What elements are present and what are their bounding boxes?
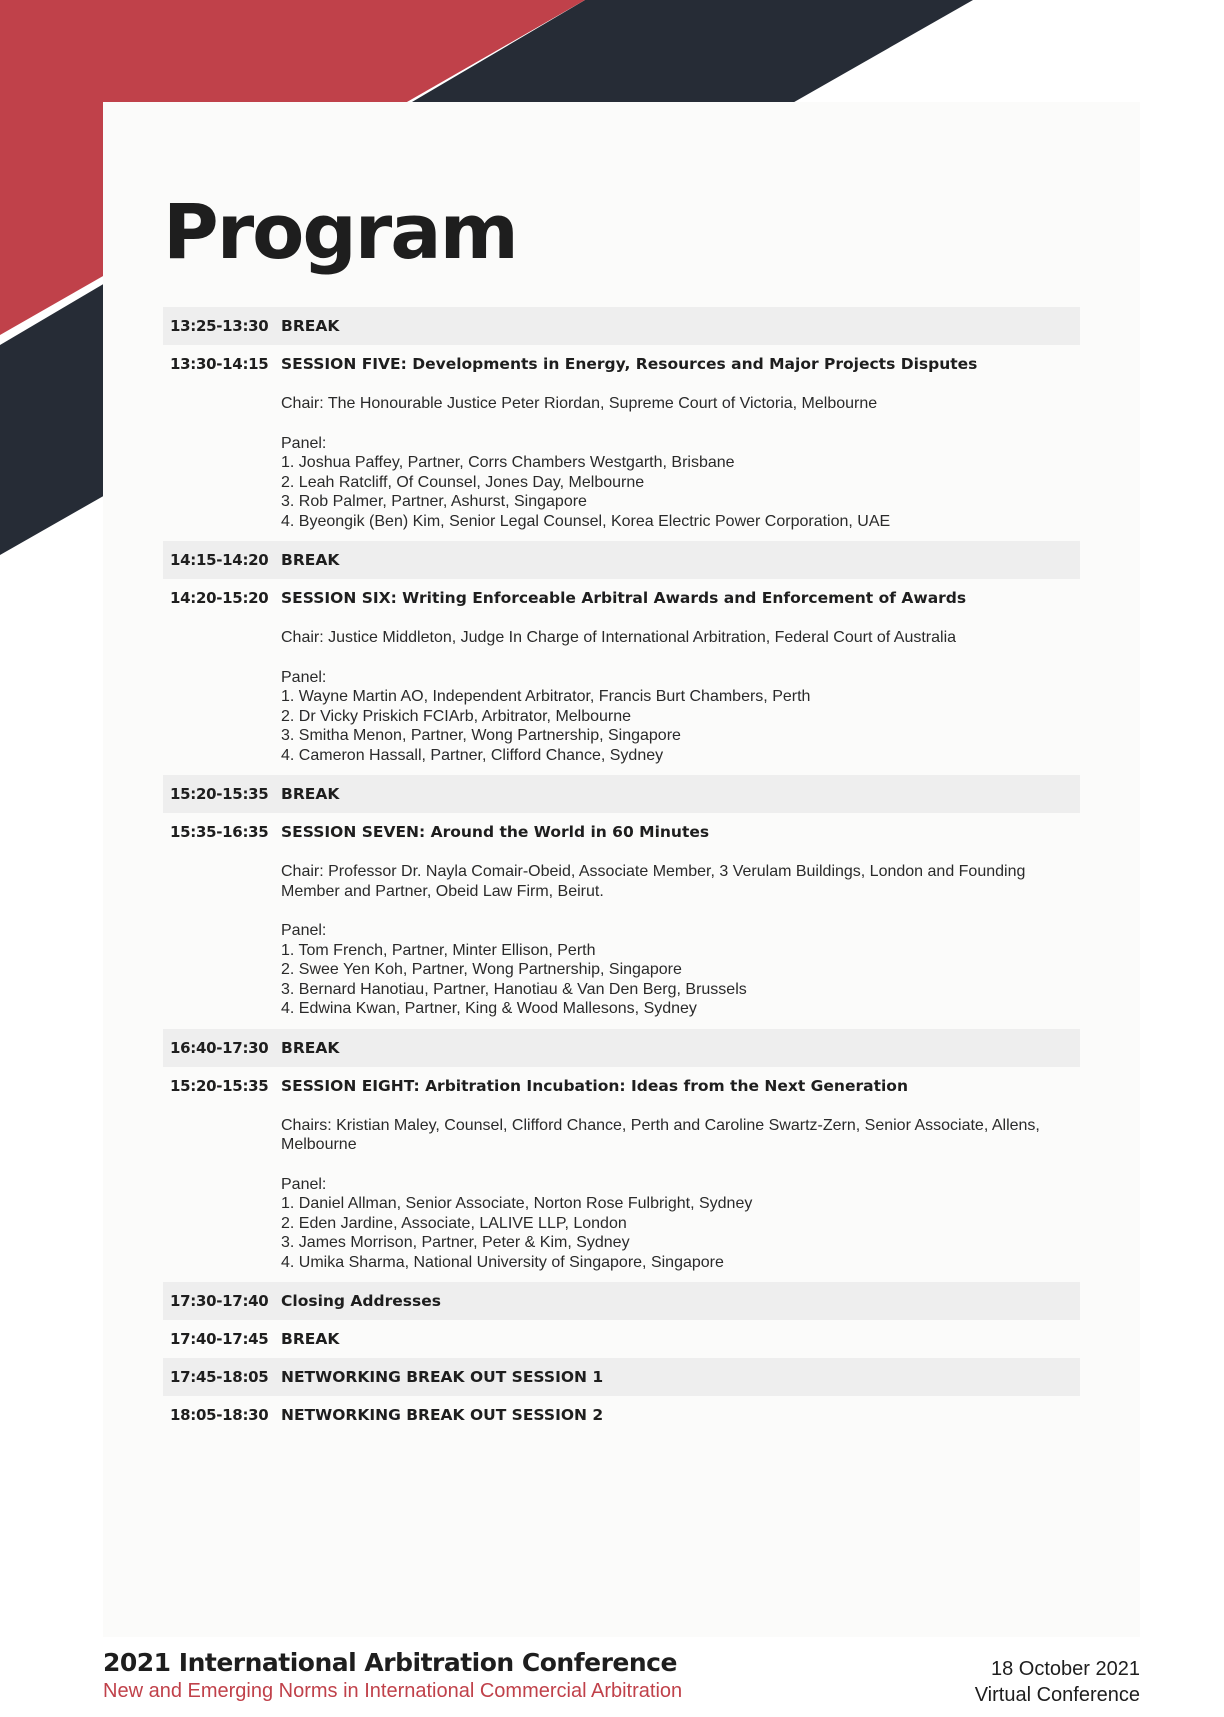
time-slot: 15:20-15:35 [170,785,269,803]
page-title: Program [163,187,517,276]
time-slot: 18:05-18:30 [170,1406,269,1424]
time-slot: 15:20-15:35 [170,1076,269,1095]
item-title: BREAK [281,785,340,803]
panel-list [281,434,1080,532]
item-title: Closing Addresses [281,1292,441,1310]
item-title: BREAK [281,1038,340,1057]
schedule-row [163,1282,1080,1320]
schedule-row [163,1320,1080,1358]
item-title: BREAK [281,317,340,335]
time-slot: 17:45-18:05 [170,1368,269,1386]
panel-member: 1. Tom French, Partner, Minter Ellison, Perth [281,941,596,959]
footer-format: Virtual Conference [974,1684,1140,1706]
footer-date: 18 October 2021 [991,1658,1140,1680]
time-slot: 16:40-17:30 [170,1038,269,1057]
panel-label: Panel: [281,1175,327,1193]
program-panel [103,102,1140,1637]
panel-member: 2. Leah Ratcliff, Of Counsel, Jones Day, Melbourne [281,473,645,491]
panel-list [281,668,1080,766]
time-slot: 14:15-14:20 [170,551,269,569]
session-title: SESSION SEVEN: Around the World in 60 Minutes [281,823,710,841]
footer-subtitle: New and Emerging Norms in International Commercial Arbitration [103,1680,683,1702]
panel-member: 4. Byeongik (Ben) Kim, Senior Legal Counsel, Korea Electric Power Corporation, UAE [281,512,891,530]
item-title: NETWORKING BREAK OUT SESSION 1 [281,1368,604,1386]
session-chair: Chair: Justice Middleton, Judge In Charge of International Arbitration, Federal Court of Australia [281,629,957,646]
footer-conference-info [103,1648,682,1704]
schedule-table [163,307,1080,1434]
panel-member: 4. Edwina Kwan, Partner, King & Wood Mallesons, Sydney [281,1000,697,1017]
schedule-row [163,579,1080,775]
panel-member: 1. Wayne Martin AO, Independent Arbitrator, Francis Burt Chambers, Perth [281,688,811,705]
time-slot: 13:25-13:30 [170,317,269,335]
schedule-row [163,813,1080,1029]
time-slot: 17:30-17:40 [170,1292,269,1310]
panel-member: 2. Eden Jardine, Associate, LALIVE LLP, London [281,1214,627,1232]
panel-member: 1. Daniel Allman, Senior Associate, Norton Rose Fulbright, Sydney [281,1195,753,1212]
panel-label: Panel: [281,922,327,939]
panel-member: 2. Swee Yen Koh, Partner, Wong Partnership, Singapore [281,961,682,978]
time-slot: 15:35-16:35 [170,823,269,841]
item-title: BREAK [281,551,340,569]
schedule-row [163,541,1080,579]
footer-title: 2021 International Arbitration Conference [103,1648,677,1677]
footer-event-details [975,1656,1140,1708]
item-title: NETWORKING BREAK OUT SESSION 2 [281,1406,604,1424]
panel-member: 3. Rob Palmer, Partner, Ashurst, Singapore [281,493,587,510]
session-chair: Chair: The Honourable Justice Peter Riordan, Supreme Court of Victoria, Melbourne [281,395,878,412]
schedule-row [163,1067,1080,1283]
schedule-row [163,775,1080,813]
item-title: BREAK [281,1330,340,1348]
schedule-row [163,1029,1080,1067]
time-slot: 13:30-14:15 [170,355,269,373]
session-title: SESSION EIGHT: Arbitration Incubation: Ideas from the Next Generation [281,1076,908,1095]
session-title: SESSION SIX: Writing Enforceable Arbitral Awards and Enforcement of Awards [281,589,967,607]
session-chair: Chairs: Kristian Maley, Counsel, Clifford Chance, Perth and Caroline Swartz-Zern, Senior Associate, Allens, Melbourne [281,1116,1040,1153]
panel-member: 3. Bernard Hanotiau, Partner, Hanotiau & Van Den Berg, Brussels [281,980,747,998]
panel-list [281,1175,1080,1273]
time-slot: 14:20-15:20 [170,589,269,607]
panel-member: 4. Umika Sharma, National University of Singapore, Singapore [281,1253,724,1271]
session-chair: Chair: Professor Dr. Nayla Comair-Obeid, Associate Member, 3 Verulam Buildings, London and Founding Member and Partner, Obeid Law Firm, Beirut. [281,863,1026,900]
panel-label: Panel: [281,434,327,452]
schedule-row [163,307,1080,345]
schedule-row [163,1358,1080,1396]
schedule-row [163,345,1080,541]
panel-member: 2. Dr Vicky Priskich FCIArb, Arbitrator, Melbourne [281,707,632,725]
panel-member: 1. Joshua Paffey, Partner, Corrs Chambers Westgarth, Brisbane [281,454,735,471]
panel-member: 4. Cameron Hassall, Partner, Clifford Chance, Sydney [281,746,664,764]
panel-label: Panel: [281,668,327,686]
panel-member: 3. James Morrison, Partner, Peter & Kim, Sydney [281,1234,630,1251]
session-title: SESSION FIVE: Developments in Energy, Resources and Major Projects Disputes [281,355,978,373]
panel-list [281,921,1080,1019]
time-slot: 17:40-17:45 [170,1330,269,1348]
schedule-row [163,1396,1080,1434]
panel-member: 3. Smitha Menon, Partner, Wong Partnership, Singapore [281,727,681,744]
